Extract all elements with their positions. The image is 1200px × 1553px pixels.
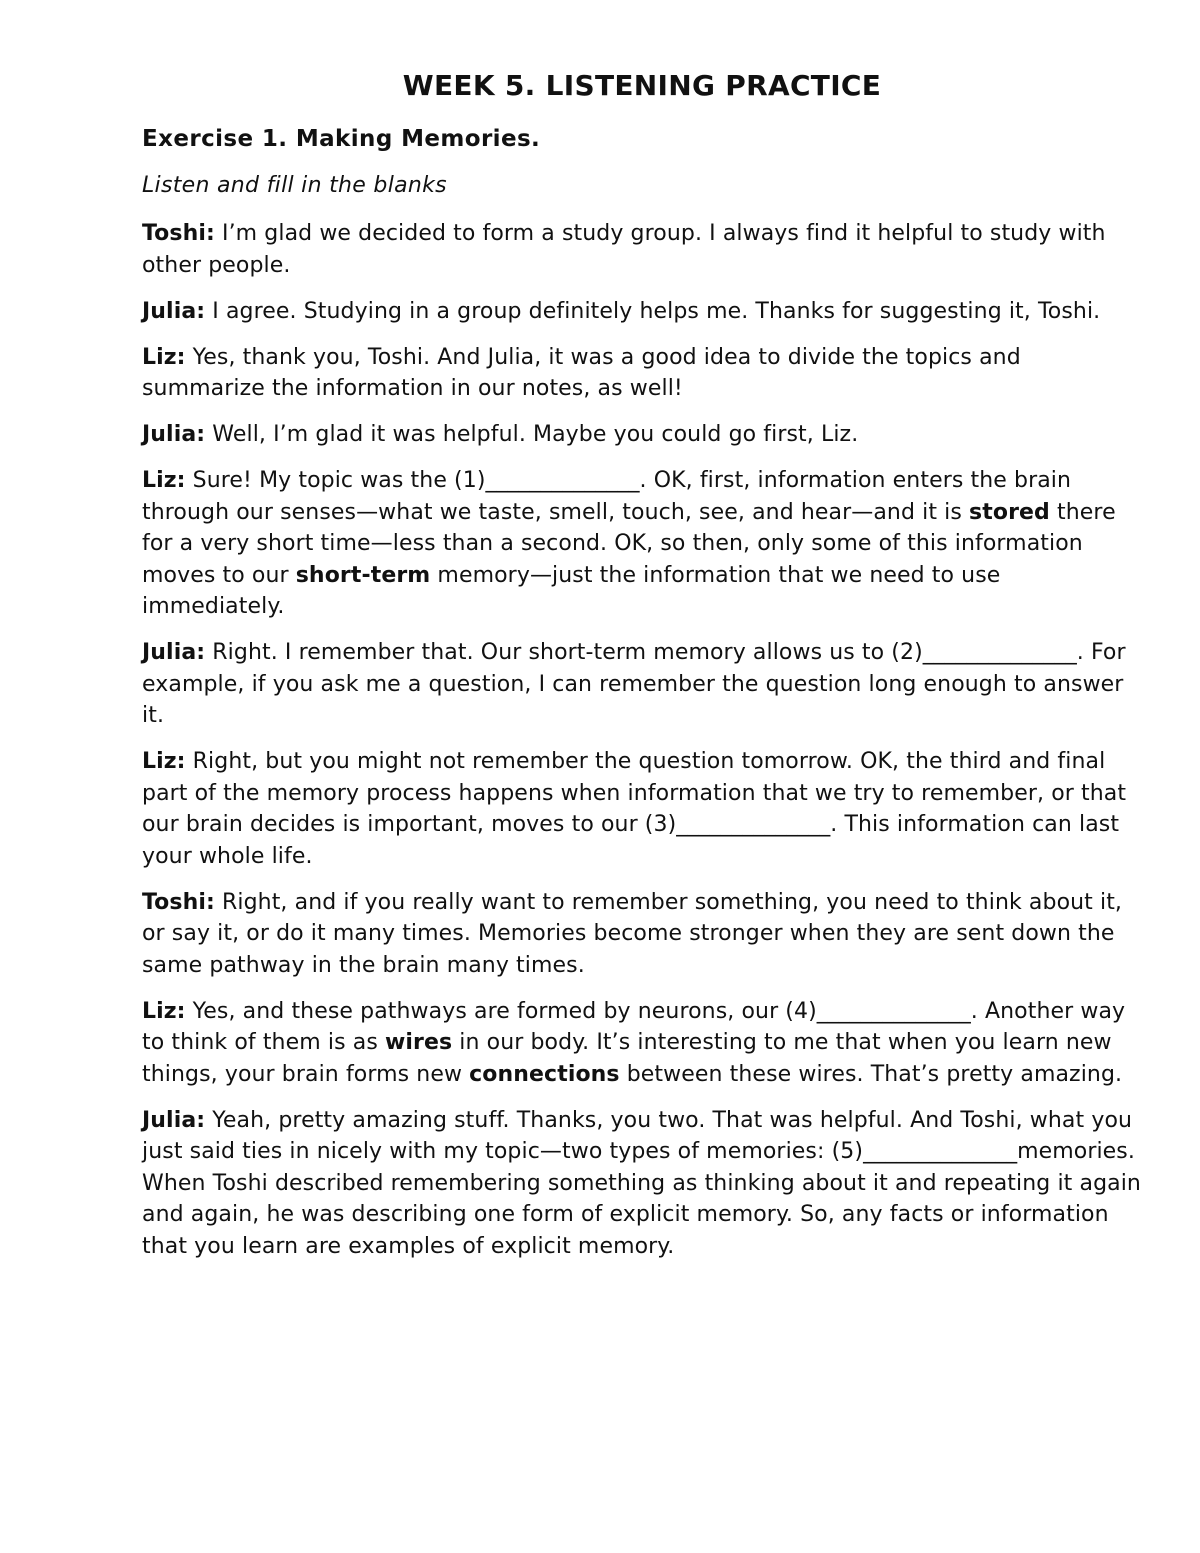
dialogue-text: Yes, and these pathways are formed by neurons, our (4) — [185, 998, 817, 1024]
bold-term: stored — [969, 499, 1050, 525]
dialogue-line — [142, 637, 1142, 732]
speaker-name: Liz: — [142, 998, 186, 1024]
speaker-name: Liz: — [142, 749, 186, 774]
dialogue-text: memories. When Toshi described remembering something as thinking about it and repeating it again and again, he was describing one form of explicit memory. So, any facts or information that you learn are examples of explicit memory. — [142, 1139, 1141, 1259]
dialogue-line — [142, 996, 1142, 1091]
bold-term: connections — [469, 1061, 620, 1087]
dialogue-text: Sure! My topic was the (1) — [185, 468, 486, 493]
speaker-name: Julia: — [142, 640, 206, 665]
dialogue-line — [142, 887, 1142, 982]
exercise-instruction: Listen and fill in the blanks — [142, 173, 447, 198]
dialogue-line — [142, 296, 1142, 328]
speaker-name: Liz: — [142, 344, 186, 370]
dialogue-text: Right, but you might not remember the question tomorrow. OK, the third and final part of the memory process happens when information that we try to remember, or that our brain decides is important, moves to our (3) — [142, 749, 1127, 837]
dialogue-text: in our body. It’s interesting to me that when you learn new things, your brain forms new — [142, 1030, 1112, 1087]
dialogue-text: Well, I’m glad it was helpful. Maybe you could go first, Liz. — [205, 422, 859, 447]
fill-in-blank-3: ______________ — [676, 812, 831, 837]
fill-in-blank-2: ______________ — [922, 640, 1077, 665]
dialogue-line — [142, 746, 1142, 872]
dialogue-text: . OK, first, information enters the brain through our senses—what we taste, smell, touch, see, and hear—and it is — [142, 468, 1072, 525]
fill-in-blank-5: ______________ — [863, 1139, 1018, 1164]
speaker-name: Liz: — [142, 468, 186, 493]
speaker-name: Toshi: — [142, 889, 215, 915]
speaker-name: Toshi: — [142, 221, 215, 246]
dialogue-text: . For example, if you ask me a question, I can remember the question long enough to answer it. — [142, 640, 1126, 728]
dialogue-text: Right. I remember that. Our short-term memory allows us to (2) — [205, 640, 923, 665]
dialogue-text: Yes, thank you, Toshi. And Julia, it was a good idea to divide the topics and summarize the information in our notes, as well! — [142, 344, 1021, 401]
dialogue-line — [142, 342, 1142, 405]
dialogue-text: Yeah, pretty amazing stuff. Thanks, you two. That was helpful. And Toshi, what you just said ties in nicely with my topic—two types of memories: (5) — [142, 1107, 1133, 1164]
fill-in-blank-4: ______________ — [816, 998, 971, 1024]
document-title: WEEK 5. LISTENING PRACTICE — [402, 69, 882, 102]
dialogue-text: I agree. Studying in a group definitely helps me. Thanks for suggesting it, Toshi. — [205, 298, 1101, 324]
dialogue-text: Right, and if you really want to remember something, you need to think about it, or say it, or do it many times. Memories become stronger when they are sent down the same pathway in the brain many times. — [142, 889, 1123, 978]
dialogue-text: . Another way to think of them is as — [142, 998, 1126, 1055]
dialogue-line — [142, 1105, 1142, 1263]
dialogue-text: I’m glad we decided to form a study group. I always find it helpful to study with other people. — [142, 221, 1106, 278]
bold-term: wires — [384, 1030, 453, 1055]
bold-term: short-term — [295, 562, 431, 588]
exercise-heading: Exercise 1. Making Memories. — [142, 126, 541, 152]
dialogue-text: between these wires. That’s pretty amazing. — [619, 1061, 1123, 1087]
fill-in-blank-1: ______________ — [485, 468, 640, 493]
speaker-name: Julia: — [142, 1107, 206, 1133]
dialogue-line — [142, 419, 1142, 451]
dialogue-text: . This information can last your whole life. — [142, 812, 1120, 869]
dialogue-line — [142, 218, 1142, 281]
speaker-name: Julia: — [142, 422, 206, 447]
document-page — [142, 66, 1142, 1277]
dialogue-text: memory—just the information that we need to use immediately. — [142, 562, 1001, 619]
speaker-name: Julia: — [142, 298, 206, 324]
dialogue-text: there for a very short time—less than a second. OK, so then, only some of this information moves to our — [142, 499, 1116, 588]
dialogue-line — [142, 465, 1142, 623]
